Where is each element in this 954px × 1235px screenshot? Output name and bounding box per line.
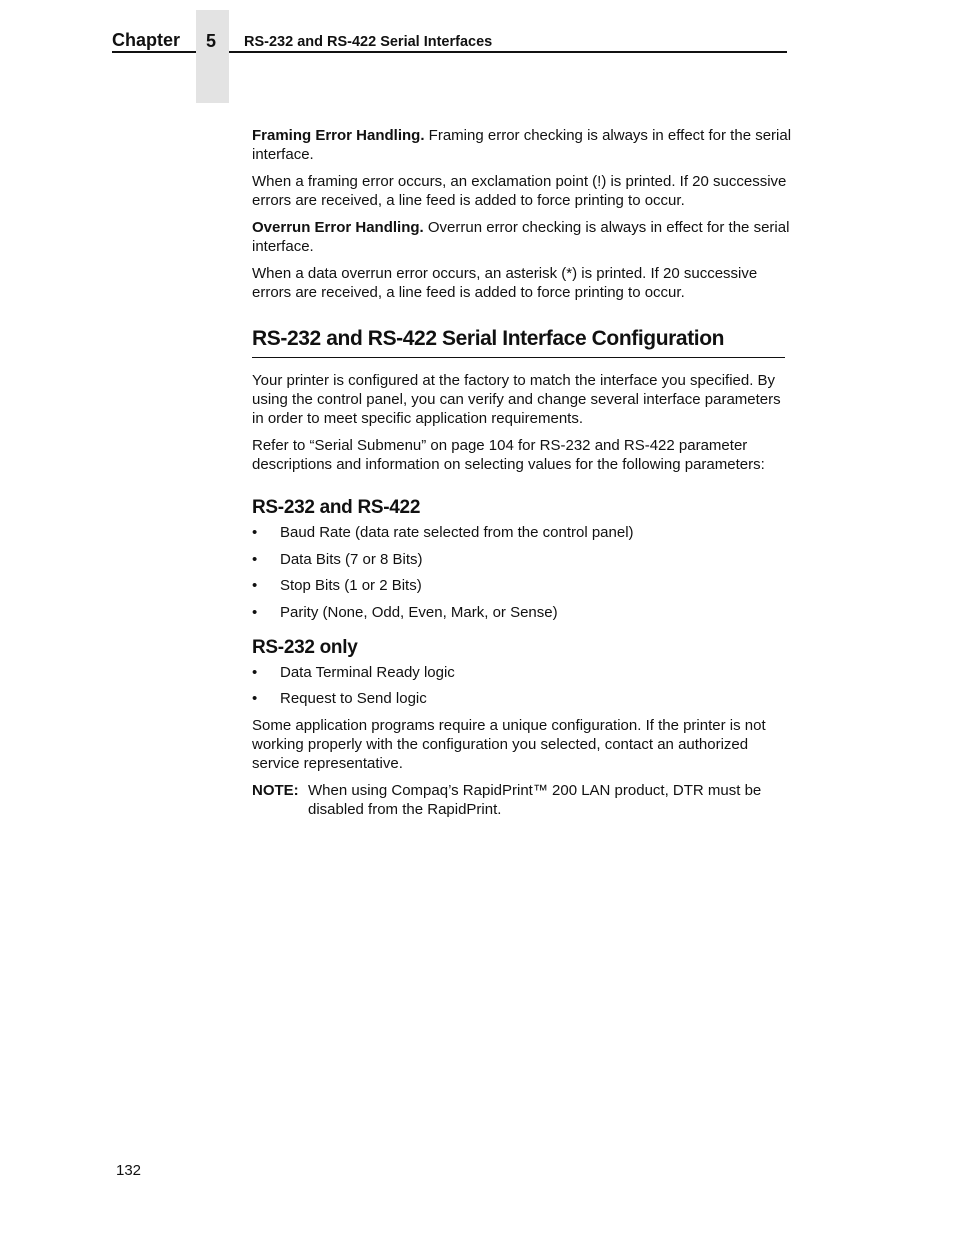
list-item <box>252 689 792 708</box>
list-item <box>252 523 792 542</box>
overrun-error-paragraph <box>252 218 792 256</box>
list-item <box>252 663 792 682</box>
overrun-error-text: Overrun error checking is always in effect for the serial interface. <box>252 219 790 255</box>
list-item-text: Request to Send logic <box>280 690 427 708</box>
framing-error-text: Framing error checking is always in effect for the serial interface. <box>252 127 792 163</box>
list-item-text: Baud Rate (data rate selected from the control panel) <box>280 524 634 541</box>
bullet-glyph: • <box>252 663 258 681</box>
list-item-text: Data Bits (7 or 8 Bits) <box>280 550 423 568</box>
rs232-only-parameter-list <box>252 663 792 709</box>
page-content <box>252 126 792 819</box>
list-item-text: Parity (None, Odd, Even, Mark, or Sense) <box>280 603 558 621</box>
framing-error-detail: When a framing error occurs, an exclamation point (!) is printed. If 20 successive errors are received, a line feed is added to force printing to occur. <box>252 173 787 209</box>
closing-paragraph: Some application programs require a unique configuration. If the printer is not working properly with the configuration you selected, contact an authorized service representative. <box>252 716 766 772</box>
bullet-glyph: • <box>252 603 258 621</box>
config-paragraph-1: Your printer is configured at the factory to match the interface you specified. By using the control panel, you can verify and change several interface parameters in order to meet specific application requirements. <box>252 372 781 427</box>
framing-error-paragraph <box>252 126 792 164</box>
bullet-glyph: • <box>252 577 258 595</box>
note-label: NOTE: <box>252 781 299 799</box>
running-header-title: RS-232 and RS-422 Serial Interfaces <box>244 34 493 50</box>
chapter-label-rule <box>112 51 196 53</box>
section-heading-configuration: RS-232 and RS-422 Serial Interface Configuration <box>252 326 785 358</box>
bullet-glyph: • <box>252 550 258 568</box>
rs232-rs422-parameter-list <box>252 523 792 622</box>
note-block <box>252 781 792 819</box>
chapter-number: 5 <box>206 31 217 51</box>
bullet-glyph: • <box>252 524 258 541</box>
overrun-error-detail: When a data overrun error occurs, an asterisk (*) is printed. If 20 successive errors are received, a line feed is added to force printing to occur. <box>252 265 758 301</box>
list-item <box>252 603 792 622</box>
framing-error-lead: Framing Error Handling. <box>252 127 425 144</box>
subheading-rs232-rs422: RS-232 and RS-422 <box>252 497 421 518</box>
chapter-tab <box>196 10 229 103</box>
config-paragraph-2: Refer to “Serial Submenu” on page 104 for RS-232 and RS-422 parameter descriptions and information on selecting values for the following parameters: <box>252 437 765 473</box>
overrun-error-lead: Overrun Error Handling. <box>252 219 424 236</box>
list-item-text: Stop Bits (1 or 2 Bits) <box>280 577 422 595</box>
list-item-text: Data Terminal Ready logic <box>280 663 455 681</box>
header-rule <box>229 51 787 53</box>
subheading-rs232-only: RS-232 only <box>252 636 358 658</box>
bullet-glyph: • <box>252 690 258 708</box>
page-number: 132 <box>116 1162 142 1179</box>
chapter-label: Chapter <box>112 30 181 50</box>
note-text: When using Compaq’s RapidPrint™ 200 LAN product, DTR must be disabled from the RapidPrint. <box>308 781 762 818</box>
list-item <box>252 576 792 595</box>
list-item <box>252 550 792 569</box>
